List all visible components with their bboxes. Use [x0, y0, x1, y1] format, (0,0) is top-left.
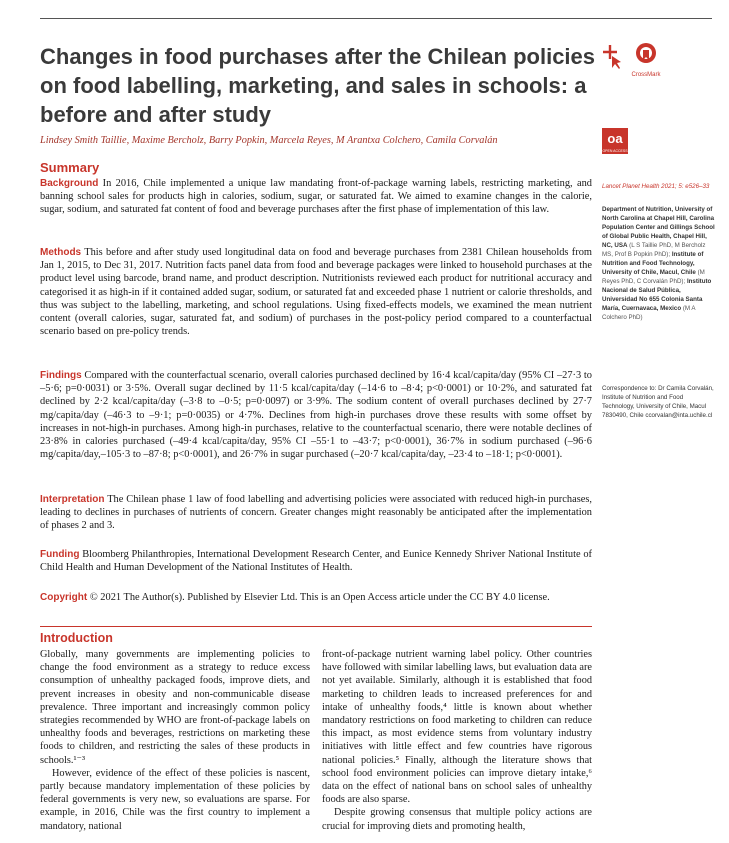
oa-subtext: OPEN ACCESS	[602, 149, 628, 153]
author-list: Lindsey Smith Taillie, Maxime Bercholz, Barry Popkin, Marcela Reyes, M Arantxa Colchero, Camila Corvalán	[40, 135, 498, 146]
sidebar-correspondence	[602, 384, 717, 420]
intro-paragraph: Despite growing consensus that multiple policy actions are crucial for improving diets and promoting health,	[322, 807, 592, 832]
funding-text: Bloomberg Philanthropies, International Development Research Center, and Eunice Kennedy Shriver National Institute of Child Health and Human Development of the National Institutes of Health.	[40, 549, 592, 574]
methods-label: Methods	[40, 247, 82, 258]
intro-paragraph: Globally, many governments are implementing policies to change the food environment as a strategy to reduce excess consumption of unhealthy packaged foods, improve diets, and prevent increases in obesity and non-communicable disease prevalence. Three important and increasingly common policy strategies recommended by WHO are front-of-package labels on unhealthy foods and beverages, restrictions on marketing these foods to children, and restricting the sales of these products in schools.¹⁻³	[40, 649, 310, 766]
abstract-background	[40, 177, 592, 217]
intro-column-left	[40, 648, 310, 833]
affiliation-unc: Department of Nutrition, University of North Carolina at Chapel Hill, Carolina Population Center and Gillings School of Global Public Health, Chapel Hill, NC, USA	[602, 206, 715, 249]
affiliation-unc-authors: (L S Taillie PhD, M Bercholz MS, Prof B Popkin PhD);	[602, 242, 706, 258]
journal-citation: Lancet Planet Health 2021; 5: e526–33	[602, 183, 710, 190]
findings-text: Compared with the counterfactual scenario, overall calories purchased declined by 16·4 kcal/capita/day (95% CI –27·3 to –5·6; p=0·0031) or 3·5%. Overall sugar declined by 11·5 kcal/capita/day (–14·6 to –8·4; p<0·0001) or 10·2%, and saturated fat declined by 2·2 kcal/capita/day (–3·8 to –0·5; p=0·0097) or 3·9%. The sodium content of overall purchases declined by 27·7 mg/capita/day (–46·3 to –9·1; p=0·0035) or 4·7%. Declines from high-in purchases drove these results with some offset by increases in not-high-in purchases. Among high-in purchases, relative to the counterfactual scenario, there were notable declines of 23·8% in calories purchased (–49·4 kcal/capita/day, 95% CI –55·1 to –43·7; p<0·0001), 36·7% in sodium purchased (–96·6 mg/capita/day,–105·3 to –87·8; p<0·0001), and 26·7% in sugar purchased (–20·7 kcal/capita/day, –23·4 to –18·1; p<0·0001).	[40, 370, 592, 461]
affiliation-inta: Institute of Nutrition and Food Technology, University of Chile, Macul, Chile	[602, 251, 704, 276]
funding-label: Funding	[40, 549, 80, 560]
background-label: Background	[40, 178, 99, 189]
oa-text: oa	[607, 131, 623, 146]
sidebar-affiliations	[602, 205, 717, 322]
top-rule	[40, 18, 712, 19]
affiliation-inta-authors: (M Reyes PhD, C Corvalán PhD);	[602, 269, 705, 285]
affiliation-insp: Instituto Nacional de Salud Pública, Universidad No 655 Colonia Santa María, Cuernavaca, Mexico	[602, 278, 712, 312]
methods-text: This before and after study used longitudinal data on food and beverage purchases from 2381 Chilean households from Jan 1, 2015, to Dec 31, 2017. Nutrition facts panel data from food and beverage packages were linked to household purchases at the product level using barcode, brand name, and product description. Nutritionists reviewed each product for nutritional accuracy and categorised it as high-in if it contained added sugar, sodium, or saturated fat and exceeded phase 1 nutrient or calorie thresholds, and thus was subject to the labelling, marketing, and school regulations. Using fixed-effects models, we examined the mean nutrient content (overall calories, sugar, saturated fat, and sodium) of purchases in the post-policy period compared to a counterfactual scenario based on pre-policy trends.	[40, 247, 592, 338]
article-title: Changes in food purchases after the Chilean policies on food labelling, marketing, and sales in schools: a before and after study	[40, 44, 596, 127]
interpretation-label: Interpretation	[40, 494, 105, 505]
crossmark-icon[interactable]	[602, 44, 622, 70]
abstract-interpretation	[40, 493, 592, 533]
intro-paragraph: However, evidence of the effect of these policies is nascent, partly because mandatory implementation of these policies by federal governments is very new, so evaluations are sparse. For example, in 2016, Chile was the first country to implement a mandatory, national	[40, 767, 310, 832]
abstract-methods	[40, 246, 592, 338]
abstract-funding	[40, 548, 592, 574]
open-access-badge	[602, 128, 628, 154]
affiliation-insp-authors: (M A Colchero PhD)	[602, 305, 696, 321]
background-text: In 2016, Chile implemented a unique law mandating front-of-package warning labels, restricting marketing, and banning school sales for products high in calories, sodium, sugar, or saturated fat. We aimed to examine changes in the calorie, sugar, sodium, and saturated fat content of food and beverage purchases after the first phase of implementation of this law.	[40, 178, 592, 216]
crossmark-label: CrossMark	[631, 72, 661, 78]
intro-paragraph: front-of-package nutrient warning label policy. Other countries have followed with similar labelling laws, but evaluation data are not yet available. Similarly, although it is established that food marketing to children leads to increased preferences for and intake of unhealthy foods,⁴ little is known about whether mandatory restrictions on food marketing to children can reduce this impact, as most evidence stems from voluntary industry initiatives with little effect and few countries have rigorous national policies.⁵ Finally, although the literature shows that school food environment policies can improve dietary intake,⁶ data on the effect of national bans on school sales of unhealthy foods are also sparse.	[322, 649, 592, 806]
summary-heading: Summary	[40, 160, 100, 175]
interpretation-text: The Chilean phase 1 law of food labelling and advertising policies were associated with reduced high-in purchases, leading to declines in purchases of nutrients of concern. Greater changes might reasonably be anticipated after the implementation of phases 2 and 3.	[40, 494, 592, 532]
copyright-text: © 2021 The Author(s). Published by Elsevier Ltd. This is an Open Access article under the CC BY 4.0 license.	[87, 592, 550, 603]
abstract-copyright	[40, 591, 592, 604]
section-divider	[40, 626, 592, 627]
introduction-heading: Introduction	[40, 631, 113, 645]
correspondence-text: Correspondence to: Dr Camila Corvalán, Institute of Nutrition and Food Technology, University of Chile, Macul 7830490, Chile ccorvalan@inta.uchile.cl	[602, 385, 714, 419]
abstract-findings	[40, 369, 592, 461]
sidebar-citation	[602, 182, 717, 191]
copyright-label: Copyright	[40, 592, 88, 603]
crossmark-logo[interactable]	[626, 42, 666, 76]
findings-label: Findings	[40, 370, 82, 381]
intro-column-right	[322, 648, 592, 833]
